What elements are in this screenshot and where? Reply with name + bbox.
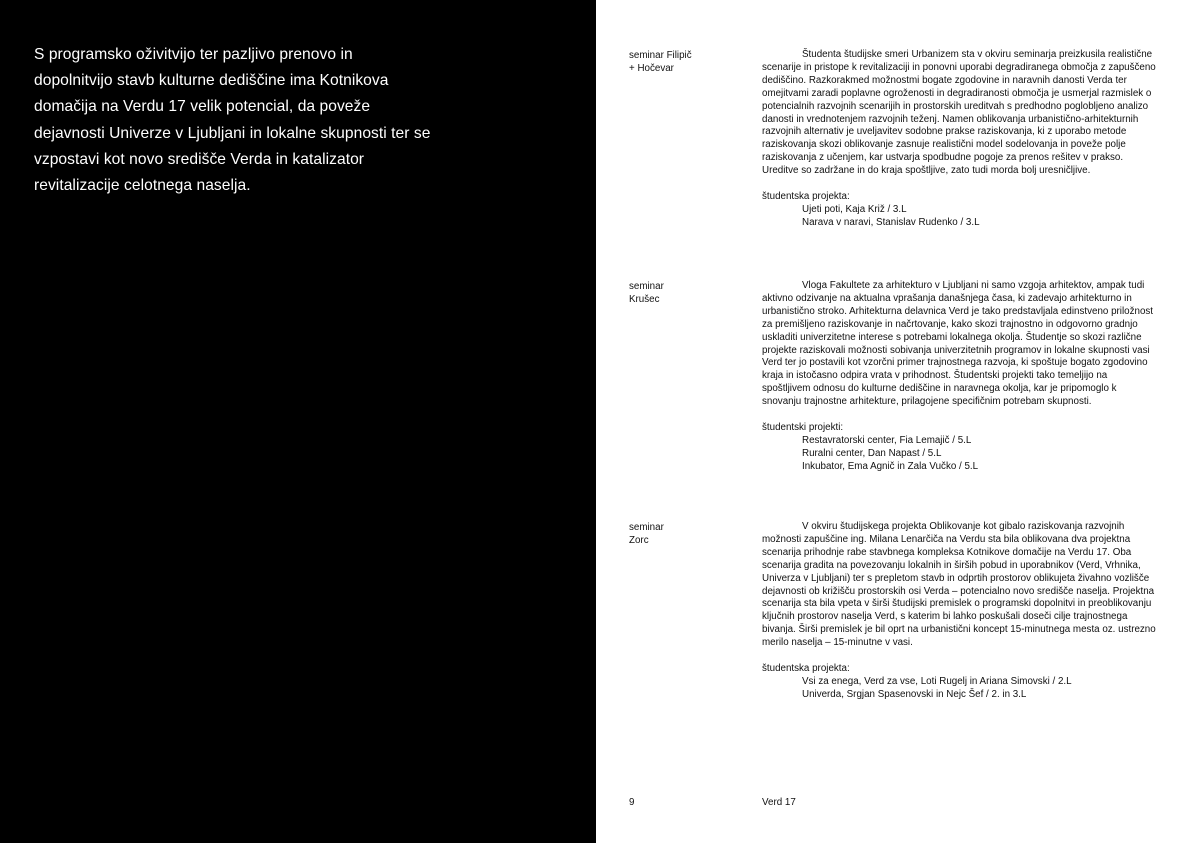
projects-heading: študentska projekta: — [762, 663, 850, 675]
section-label: seminar Krušec — [629, 281, 664, 305]
section-body — [762, 280, 1157, 474]
section-label: seminar Zorc — [629, 522, 664, 546]
project-item: Vsi za enega, Verd za vse, Loti Rugelj in Ariana Simovski / 2.L — [802, 675, 1072, 687]
section-paragraph: Vloga Fakultete za arhitekturo v Ljubljani ni samo vzgoja arhitektov, ampak tudi aktivno odzivanje na aktualna vprašanja današnjega časa, ki zadevajo arhitekturno in urbanistično stroko. Arhitekturna delavnica Verd je tako predstavljala edinstveno priložnost za premišljeno raziskovanje in načrtovanje, kako skozi trajnostno in odgovorno gradnjo uskladiti univerzitetne interese s potrebami lokalnega okolja. Študentje so skozi različne projekte raziskovali možnosti sobivanja univerzitetnih programov in lokalne skupnosti vasi Verd ter jo postavili kot vzorčni primer trajnostnega razvoja, ki spoštuje bogato zgodovino kraja in istočasno odpira vrata v prihodnost. Študentski projekti tako temeljijo na spoštljivem odnosu do kulturne dediščine in naravnega okolja, kar je pripomoglo k snovanju trajnostne arhitekture, prilagojene specifičnim potrebam skupnosti. — [762, 280, 1154, 408]
project-item: Narava v naravi, Stanislav Rudenko / 3.L — [802, 216, 980, 228]
section-label: seminar Filipič + Hočevar — [629, 50, 692, 74]
projects-heading: študentski projekti: — [762, 422, 844, 434]
section-paragraph: V okviru študijskega projekta Oblikovanje kot gibalo raziskovanja razvojnih možnosti zapuščine ing. Milana Lenarčiča na Verdu sta bila oblikovana dva projektna scenarija prihodnje rabe stavbnega kompleksa Kotnikove domačije na Verdu 17. Oba scenarija gradita na povezovanju lokalnih in širših pobud in uporabnikov (Verd, Vrhnika, Univerza v Ljubljani) ter s prepletom stavb in odprtih prostorov oblikujeta živahno vozlišče dejavnosti ob križišču prostorskih osi Verda – potencialno novo središče naselja. Projektna scenarija sta bila vpeta v širši študijski premislek o programski dopolnitvi in preoblikovanju ključnih prostorov naselja Verd, s katerim bi lahko poskušali doseči cilje trajnostnega bivanja. Širši premislek je bil oprt na urbanistični koncept 15-minutnega mesta oz. ustrezno merilo naselja – 15-minutne v vasi. — [762, 521, 1156, 649]
project-item: Ujeti poti, Kaja Križ / 3.L — [802, 203, 907, 215]
running-title: Verd 17 — [762, 797, 796, 808]
project-item: Univerda, Srgjan Spasenovski in Nejc Šef / 2. in 3.L — [802, 688, 1027, 700]
section-body — [762, 521, 1157, 702]
project-item: Restavratorski center, Fia Lemajič / 5.L — [802, 434, 972, 446]
projects-heading: študentska projekta: — [762, 191, 850, 203]
project-item: Ruralni center, Dan Napast / 5.L — [802, 447, 942, 459]
page-number: 9 — [629, 797, 635, 808]
section-body — [762, 49, 1157, 230]
project-item: Inkubator, Ema Agnič in Zala Vučko / 5.L — [802, 460, 979, 472]
intro-statement: S programsko oživitvijo ter pazljivo prenovo in dopolnitvijo stavb kulturne dediščine ima Kotnikova domačija na Verdu 17 velik potencial, da poveže dejavnosti Univerze v Ljubljani in lokalne skupnosti ter se vzpostavi kot novo središče Verda in katalizator revitalizacije celotnega naselja. — [34, 46, 431, 195]
section-paragraph: Študenta študijske smeri Urbanizem sta v okviru seminarja preizkusila realistične scenarije in pristope k revitalizaciji in ponovni uporabi degradiranega območja z zapuščeno dediščino. Razkorakmed možnostmi bogate zgodovine in naravnih danosti Verda ter omejitvami zaradi poplavne ogroženosti in degradiranosti območja je usmerjal razmislek o potencialnih razvojnih scenarijih in prostorskih ureditvah s predhodno poglobljeno analizo danosti in vrednotenjem razvojnih teženj. Namen oblikovanja urbanistično-arhitekturnih razvojnih alternativ je uveljavitev sodobne prakse raziskovanja, ki z uporabo metode raziskovanja skozi oblikovanje zasnuje realistični model sodelovanja in poveže polje raziskovanja z učenjem, kar ustvarja spodbudne pogoje za prenos rešitev v prakso. Ureditve so zadržane in do kraja spoštljive, zato tudi morda bolj uresničljive. — [762, 49, 1156, 177]
